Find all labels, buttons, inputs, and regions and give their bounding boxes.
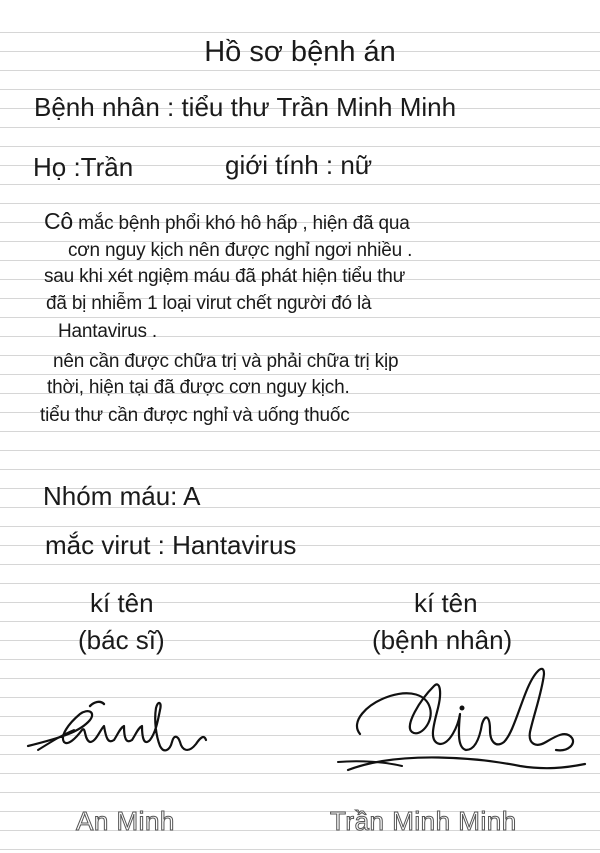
- notes-line-2: cơn nguy kịch nên được nghỉ ngơi nhiều .: [68, 240, 413, 261]
- doctor-printed-name: An Minh: [76, 806, 175, 836]
- notes-line-3: sau khi xét ngiệm máu đã phát hiện tiểu thư: [44, 266, 406, 287]
- gender-line: giới tính : nữ: [225, 150, 373, 180]
- notes-first-word: Cô: [44, 208, 74, 234]
- patient-role-label: (bệnh nhân): [372, 625, 513, 655]
- notes-line-4: đã bị nhiễm 1 loại virut chết người đó là: [46, 293, 372, 314]
- patient-printed-name: Trần Minh Minh: [330, 806, 517, 836]
- record-title: Hồ sơ bệnh án: [204, 36, 396, 68]
- doctor-signature: [20, 680, 220, 790]
- notes-line-6: nên cần được chữa trị và phải chữa trị kịp: [53, 351, 399, 372]
- patient-signature: [330, 652, 590, 787]
- patient-sign-label: kí tên: [414, 588, 478, 618]
- doctor-sign-label: kí tên: [90, 588, 154, 618]
- notes-line-1: Cô mắc bệnh phổi khó hô hấp , hiện đã qua: [44, 208, 410, 234]
- notes-line-5: Hantavirus .: [58, 321, 157, 342]
- virus-line: mắc virut : Hantavirus: [45, 530, 297, 560]
- surname-line: Họ :Trần: [33, 152, 134, 182]
- notes-line-8: tiểu thư cần được nghỉ và uống thuốc: [40, 405, 350, 426]
- patient-name-line: Bệnh nhân : tiểu thư Trần Minh Minh: [34, 92, 457, 122]
- notes-line-7: thời, hiện tại đã được cơn nguy kịch.: [47, 377, 350, 398]
- blood-type-line: Nhóm máu: A: [43, 481, 201, 511]
- doctor-role-label: (bác sĩ): [78, 625, 165, 655]
